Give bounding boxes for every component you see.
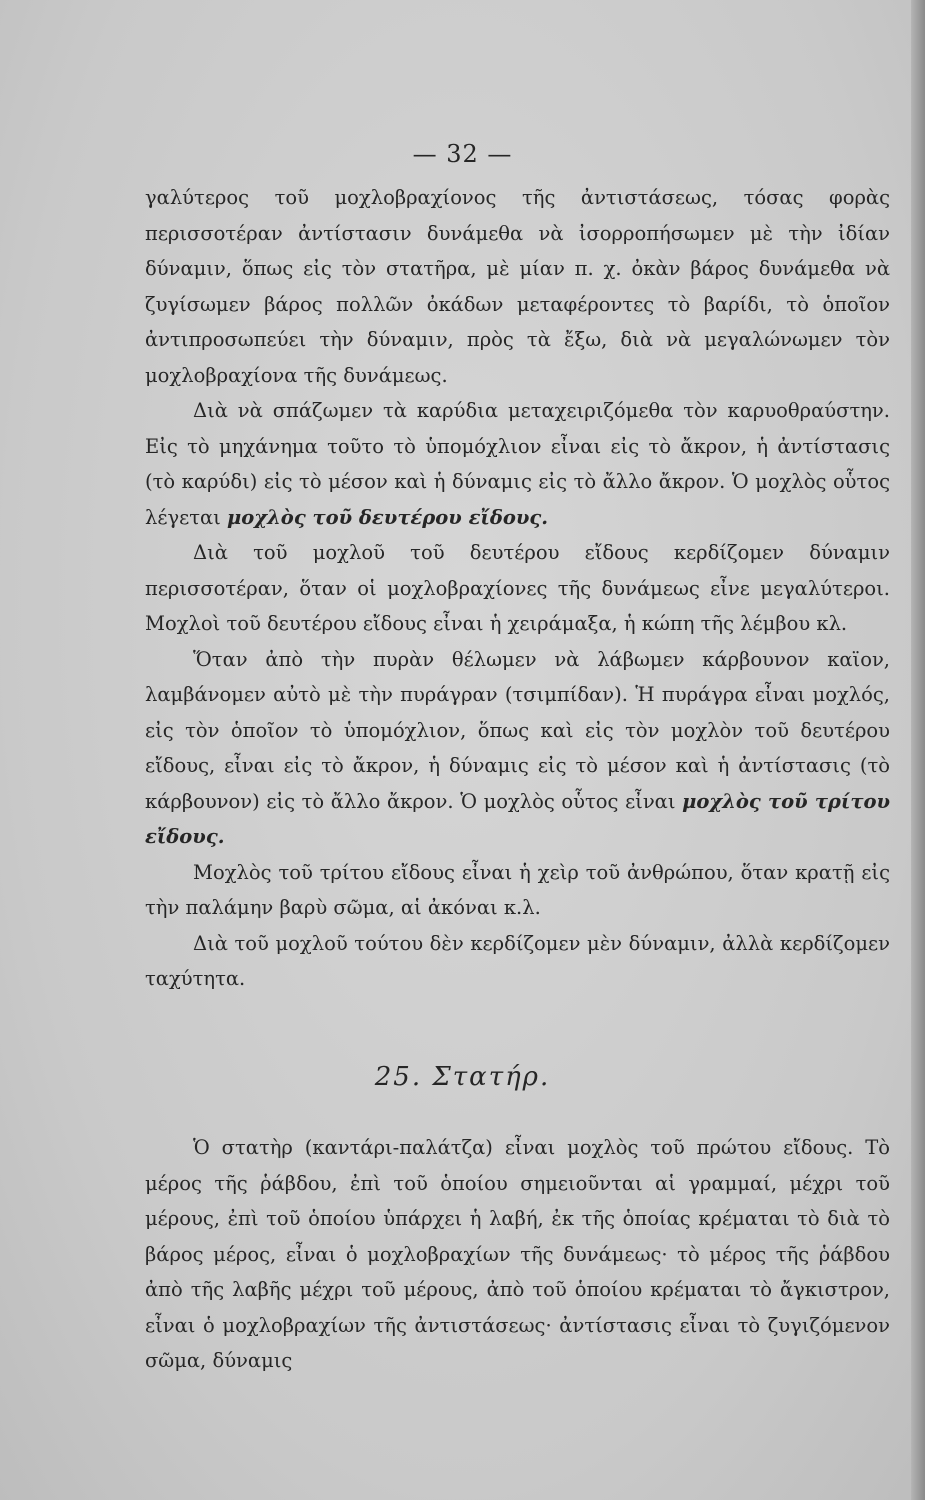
page-number: — 32 — (412, 140, 513, 168)
paragraph (145, 642, 890, 855)
emphasized-term: μοχλὸς τοῦ τρίτου εἴδους. (145, 789, 890, 848)
emphasized-term: μοχλὸς τοῦ δευτέρου εἴδους. (227, 505, 549, 529)
paragraph-text: Μοχλὸς τοῦ τρίτου εἴδους εἶναι ἡ χεὶρ τοῦ ἀνθρώπου, ὅταν κρατῇ εἰς τὴν παλάμην βαρὺ σῶμα, αἱ ἀκόναι κ.λ. (145, 860, 890, 919)
paragraph (145, 393, 890, 535)
page-binding-edge (911, 0, 925, 1500)
paragraph-text: Διὰ τοῦ μοχλοῦ τούτου δὲν κερδίζομεν μὲν δύναμιν, ἀλλὰ κερδίζομεν ταχύτητα. (145, 931, 890, 990)
paragraph-text: Διὰ τοῦ μοχλοῦ τοῦ δευτέρου εἴδους κερδίζομεν δύναμιν περισσοτέραν, ὅταν οἱ μοχλοβραχίονες τῆς δυνάμεως εἶνε μεγαλύτεροι. Μοχλοὶ τοῦ δευτέρου εἴδους εἶναι ἡ χειράμαξα, ἡ κώπη τῆς λέμβου κλ. (145, 541, 890, 635)
paragraph-text: Ὁ στατὴρ (καντάρι-παλάτζα) εἶναι μοχλὸς τοῦ πρώτου εἴδους. Τὸ μέρος τῆς ῥάβδου, ἐπὶ τοῦ ὁποίου σημειοῦνται αἱ γραμμαί, μέχρι τοῦ μέρους, ἐπὶ τοῦ ὁποίου ὑπάρχει ἡ λαβή, ἐκ τῆς ὁποίας κρέμαται τὸ διὰ τὸ βάρος μέρος, εἶναι ὁ μοχλοβραχίων τῆς δυνάμεως· τὸ μέρος τῆς ῥάβδου ἀπὸ τῆς λαβῆς μέχρι τοῦ μέρους, ἀπὸ τοῦ ὁποίου κρέμαται τὸ ἄγκιστρον, εἶναι ὁ μοχλοβραχίων τῆς ἀντιστάσεως· ἀντίστασις εἶναι τὸ ζυγιζόμενον σῶμα, δύναμις (145, 1136, 890, 1372)
paragraph-text: γαλύτερος τοῦ μοχλοβραχίονος τῆς ἀντιστάσεως, τόσας φορὰς περισσοτέραν ἀντίστασιν δυνάμεθα νὰ ἰσορροπήσωμεν μὲ τὴν ἰδίαν δύναμιν, ὅπως εἰς τὸν στατῆρα, μὲ μίαν π. χ. ὀκὰν βάρος δυνάμεθα νὰ ζυγίσωμεν βάρος πολλῶν ὀκάδων μεταφέροντες τὸ βαρίδι, τὸ ὁποῖον ἀντιπροσωπεύει τὴν δύναμιν, πρὸς τὰ ἔξω, διὰ νὰ μεγαλώνωμεν τὸν μοχλοβραχίονα τῆς δυνάμεως. (145, 186, 890, 387)
paragraph (145, 180, 890, 393)
paragraph (145, 855, 890, 926)
paragraph (145, 535, 890, 642)
main-text (145, 180, 890, 997)
paragraph-text: Ὅταν ἀπὸ τὴν πυρὰν θέλωμεν νὰ λάβωμεν κάρβουνον καϊον, λαμβάνομεν αὐτὸ μὲ τὴν πυράγραν (τσιμπίδαν). Ἡ πυράγρα εἶναι μοχλός, εἰς τὸν ὁποῖον τὸ ὑπομόχλιον, ὅπως καὶ εἰς τὸν μοχλὸν τοῦ δευτέρου εἴδους, εἶναι εἰς τὸ ἄκρον, ἡ δύναμις εἰς τὸ μέσον καὶ ἡ ἀντίστασις (τὸ κάρβουνον) εἰς τὸ ἄλλο ἄκρον. Ὁ μοχλὸς οὗτος εἶναι (145, 647, 890, 813)
paragraph (145, 1130, 890, 1379)
paragraph-text: Διὰ νὰ σπάζωμεν τὰ καρύδια μεταχειριζόμεθα τὸν καρυοθραύστην. Εἰς τὸ μηχάνημα τοῦτο τὸ ὑπομόχλιον εἶναι εἰς τὸ ἄκρον, ἡ ἀντίστασις (τὸ καρύδι) εἰς τὸ μέσον καὶ ἡ δύναμις εἰς τὸ ἄλλο ἄκρον. Ὁ μοχλὸς οὗτος λέγεται (145, 399, 890, 529)
section-text (145, 1130, 890, 1379)
paragraph (145, 926, 890, 997)
section-heading: 25. Στατήρ. (374, 1062, 551, 1092)
